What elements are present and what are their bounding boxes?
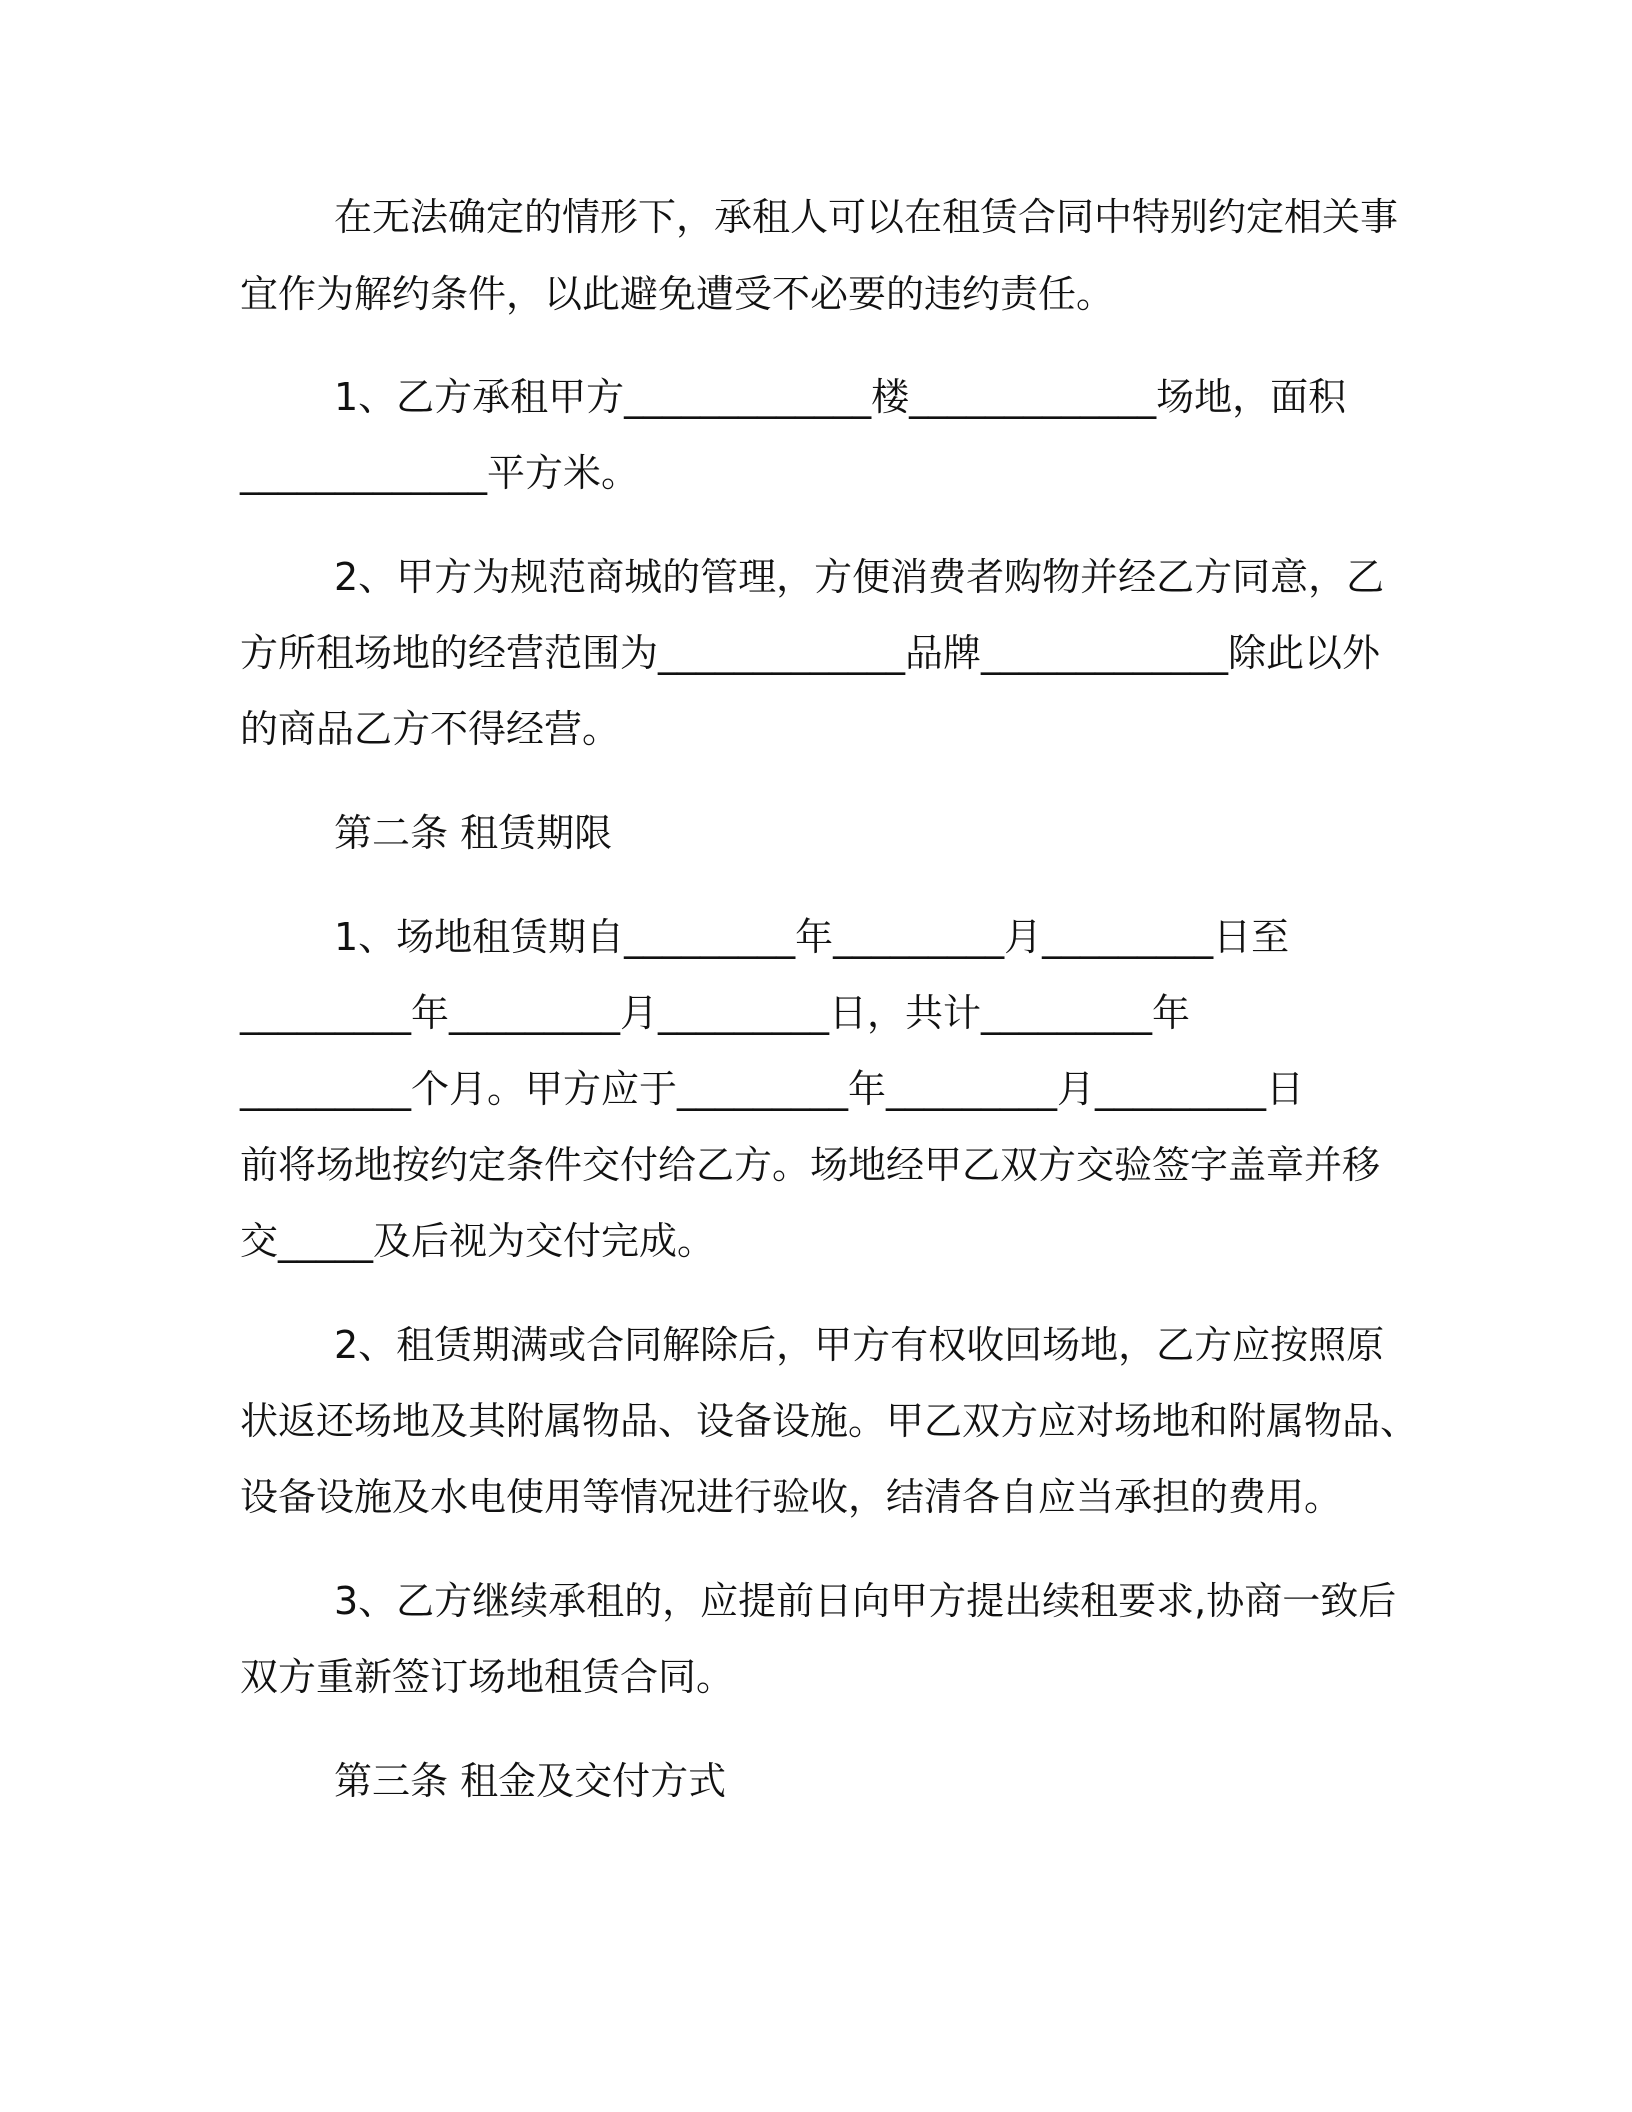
paragraph-line: _________年_________月_________日，共计_________年 — [240, 991, 1191, 1035]
paragraph-line: _________个月。甲方应于_________年_________月_________日 — [240, 1067, 1305, 1111]
paragraph-line: 的商品乙方不得经营。 — [240, 707, 621, 751]
paragraph-line: 前将场地按约定条件交付给乙方。场地经甲乙双方交验签字盖章并移 — [240, 1143, 1381, 1187]
paragraph-line: 双方重新签订场地租赁合同。 — [240, 1655, 735, 1699]
paragraph-line: _____________平方米。 — [240, 451, 640, 495]
section-heading: 第三条 租金及交付方式 — [334, 1759, 727, 1803]
section-heading: 第二条 租赁期限 — [334, 811, 613, 855]
paragraph-line: 宜作为解约条件，以此避免遭受不必要的违约责任。 — [240, 272, 1115, 316]
paragraph-line: 3、乙方继续承租的，应提前日向甲方提出续租要求,协商一致后 — [334, 1579, 1397, 1623]
paragraph-line: 交_____及后视为交付完成。 — [240, 1219, 716, 1263]
paragraph-line: 1、场地租赁期自_________年_________月_________日至 — [334, 915, 1290, 959]
paragraph-line: 方所租场地的经营范围为_____________品牌_____________除此以外 — [240, 631, 1381, 675]
paragraph-line: 在无法确定的情形下，承租人可以在租赁合同中特别约定相关事 — [334, 195, 1399, 239]
paragraph-line: 2、甲方为规范商城的管理，方便消费者购物并经乙方同意，乙 — [334, 555, 1385, 599]
paragraph-line: 2、租赁期满或合同解除后，甲方有权收回场地，乙方应按照原 — [334, 1323, 1385, 1367]
paragraph-line: 1、乙方承租甲方_____________楼_____________场地，面积 — [334, 375, 1347, 419]
paragraph-line: 设备设施及水电使用等情况进行验收，结清各自应当承担的费用。 — [240, 1475, 1343, 1519]
paragraph-line: 状返还场地及其附属物品、设备设施。甲乙双方应对场地和附属物品、 — [240, 1399, 1419, 1443]
